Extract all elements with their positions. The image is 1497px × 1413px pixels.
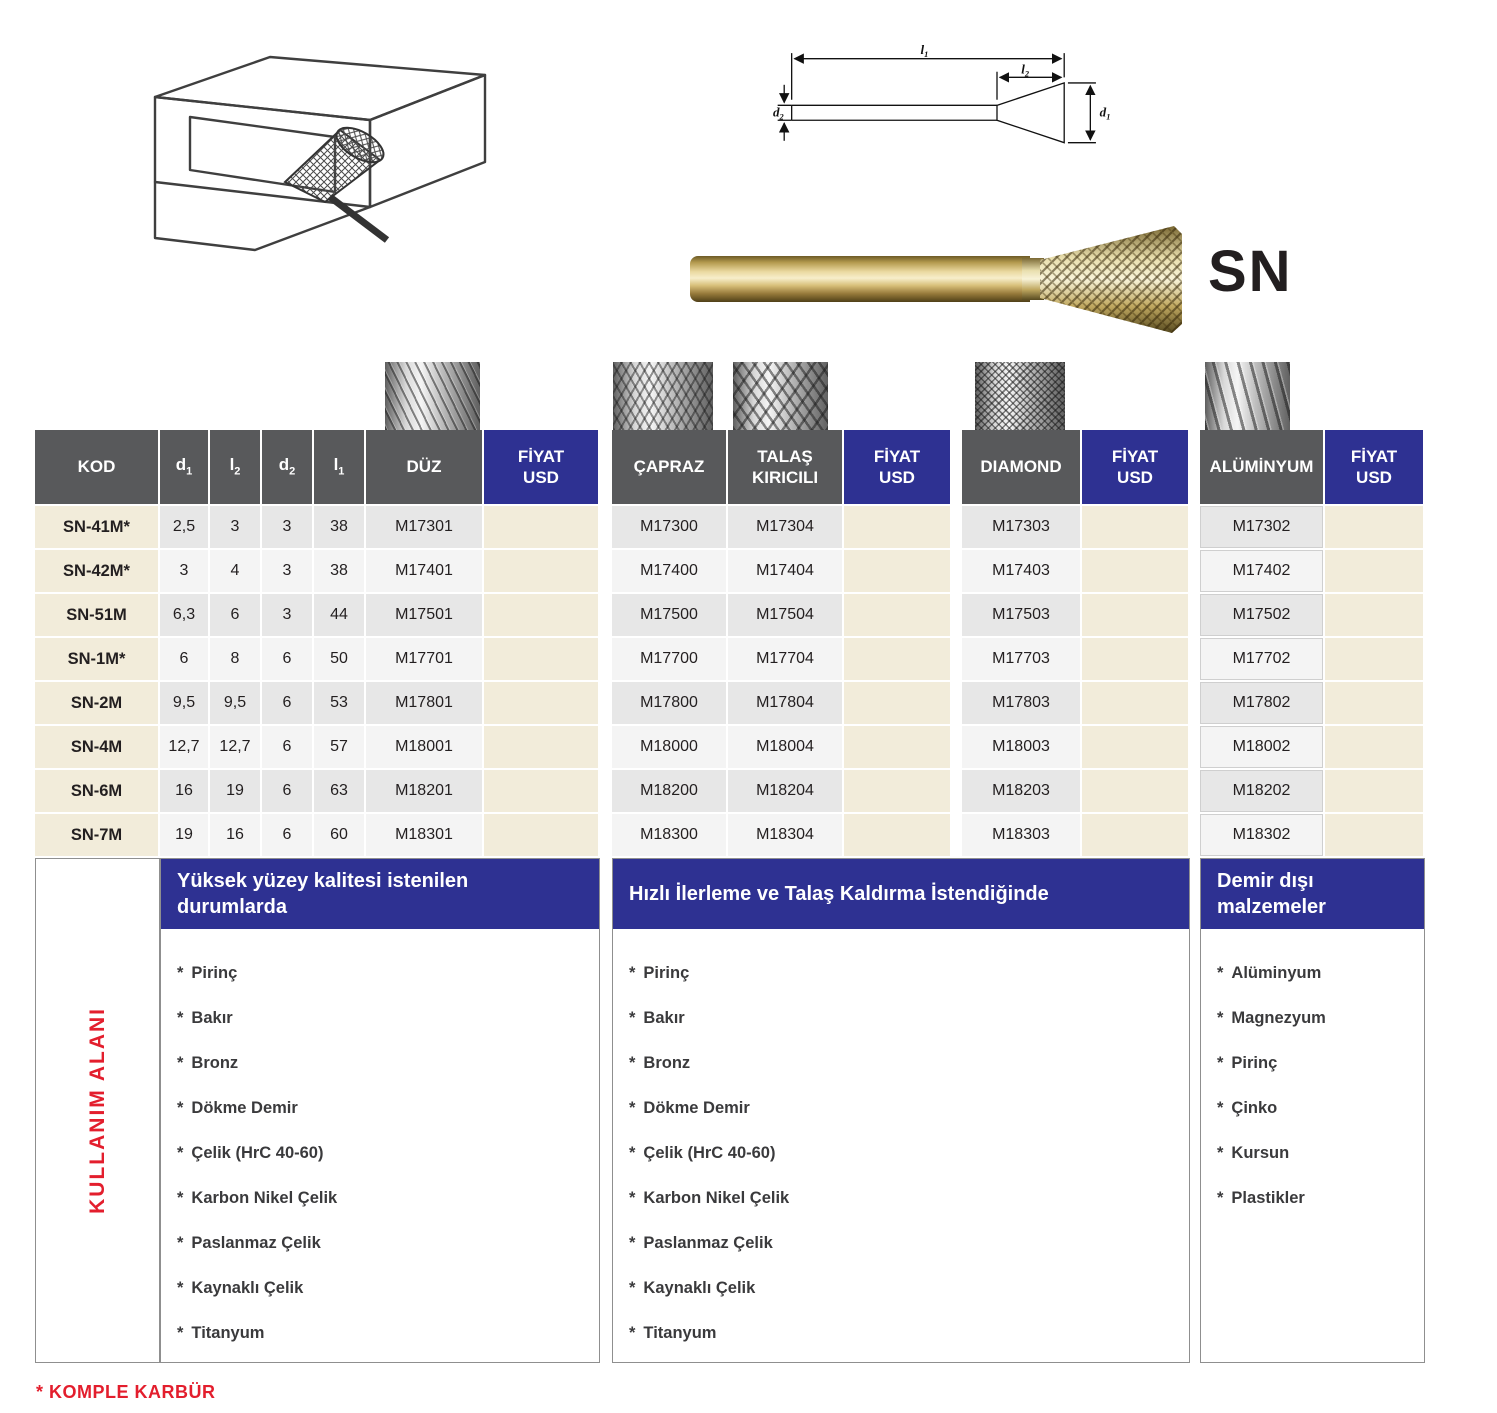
cell-capraz-fiyat — [844, 770, 952, 814]
column-gap — [600, 726, 612, 770]
cell-aluminyum-fiyat — [1325, 638, 1425, 682]
usage-item-label: Dökme Demir — [191, 1099, 298, 1117]
column-gap — [600, 770, 612, 814]
column-gap — [600, 550, 612, 594]
cell-diamond: M18003 — [962, 726, 1082, 770]
column-gap-header — [952, 430, 962, 506]
col-header-talas-kiricili: TALAŞ KIRICILI — [728, 430, 844, 506]
column-gap — [1190, 726, 1200, 770]
usage-column-non-ferrous — [1200, 858, 1425, 1363]
column-gap — [952, 814, 962, 858]
col-header-fiyat-usd-3: FİYAT USD — [1082, 430, 1190, 506]
product-code-label: SN — [1208, 239, 1293, 304]
cell-diamond: M17303 — [962, 506, 1082, 550]
col-header-fiyat-usd-4: FİYAT USD — [1325, 430, 1425, 506]
usage-item-label: Kaynaklı Çelik — [643, 1279, 756, 1297]
usage-item — [1217, 951, 1414, 996]
usage-column-gap — [600, 858, 612, 1363]
usage-item-label: Kaynaklı Çelik — [191, 1279, 304, 1297]
column-gap — [952, 594, 962, 638]
cell-talas: M18204 — [728, 770, 844, 814]
cell-aluminyum: M17502 — [1200, 594, 1325, 638]
usage-item — [629, 1311, 1179, 1356]
cell-talas: M17404 — [728, 550, 844, 594]
cell-l1: 63 — [314, 770, 366, 814]
usage-item-label: Karbon Nikel Çelik — [191, 1189, 338, 1207]
cell-diamond: M18203 — [962, 770, 1082, 814]
cell-d1: 6,3 — [160, 594, 210, 638]
usage-item — [1217, 1176, 1414, 1221]
cell-duz-fiyat — [484, 506, 600, 550]
cell-capraz: M18200 — [612, 770, 728, 814]
cell-aluminyum: M18002 — [1200, 726, 1325, 770]
usage-item-label: Bronz — [643, 1054, 691, 1072]
cell-diamond-fiyat — [1082, 506, 1190, 550]
bullet: * — [177, 1054, 184, 1072]
cell-kod: SN-42M* — [35, 550, 160, 594]
cell-d2: 3 — [262, 506, 314, 550]
cell-l1: 57 — [314, 726, 366, 770]
usage-title-surface-quality: Yüksek yüzey kalitesi istenilen durumlarda — [161, 859, 599, 929]
bullet: * — [177, 1189, 184, 1207]
cell-diamond-fiyat — [1082, 770, 1190, 814]
column-gap — [1190, 770, 1200, 814]
footnote: * KOMPLE KARBÜR — [36, 1382, 216, 1402]
cell-d2: 6 — [262, 726, 314, 770]
dim-label-d2: $d_2$ — [773, 104, 784, 122]
cell-aluminyum: M17702 — [1200, 638, 1325, 682]
col-header-capraz: ÇAPRAZ — [612, 430, 728, 506]
usage-item — [177, 1131, 589, 1176]
usage-side-cell — [35, 858, 160, 1363]
cell-diamond: M18303 — [962, 814, 1082, 858]
col-header-aluminyum: ALÜMİNYUM — [1200, 430, 1325, 506]
usage-item-label: Bronz — [191, 1054, 239, 1072]
col-header-kod: KOD — [35, 430, 160, 506]
usage-item — [177, 996, 589, 1041]
usage-item — [177, 1041, 589, 1086]
usage-item — [629, 1176, 1179, 1221]
usage-section — [35, 858, 1425, 1363]
cell-duz: M17501 — [366, 594, 484, 638]
column-gap — [600, 814, 612, 858]
column-gap — [600, 594, 612, 638]
burr-tool-sketch — [285, 121, 389, 240]
bullet: * — [1217, 1189, 1224, 1207]
usage-item-label: Magnezyum — [1231, 1009, 1326, 1027]
cell-l2: 12,7 — [210, 726, 262, 770]
bullet: * — [1217, 1054, 1224, 1072]
cell-kod: SN-41M* — [35, 506, 160, 550]
bullet: * — [177, 1099, 184, 1117]
burr-tip-photo-diamond — [975, 362, 1065, 430]
bullet: * — [177, 964, 184, 982]
usage-item — [1217, 1041, 1414, 1086]
column-gap — [1190, 638, 1200, 682]
usage-item-label: Çelik (HrC 40-60) — [643, 1144, 776, 1162]
col-header-l1: $l_1$ — [314, 430, 366, 506]
usage-item-label: Titanyum — [191, 1324, 265, 1342]
col-header-fiyat-usd-2: FİYAT USD — [844, 430, 952, 506]
cell-d2: 6 — [262, 638, 314, 682]
column-gap — [952, 726, 962, 770]
workpiece-drawing — [135, 42, 505, 277]
usage-item-label: Karbon Nikel Çelik — [643, 1189, 790, 1207]
bullet: * — [177, 1279, 184, 1297]
cell-l2: 6 — [210, 594, 262, 638]
col-header-d2: $d_2$ — [262, 430, 314, 506]
bullet: * — [629, 1189, 636, 1207]
cell-l1: 44 — [314, 594, 366, 638]
burr-tip-photo-talas-kiricili — [733, 362, 828, 430]
tool-photo — [690, 222, 1195, 337]
cell-duz-fiyat — [484, 814, 600, 858]
cell-l2: 8 — [210, 638, 262, 682]
usage-column-gap — [1190, 858, 1200, 1363]
usage-column-fast-removal — [612, 858, 1190, 1363]
cell-duz-fiyat — [484, 638, 600, 682]
bullet: * — [1217, 964, 1224, 982]
cell-d1: 19 — [160, 814, 210, 858]
cell-capraz: M18300 — [612, 814, 728, 858]
col-header-duz: DÜZ — [366, 430, 484, 506]
cell-capraz: M17700 — [612, 638, 728, 682]
usage-item — [177, 1086, 589, 1131]
bullet: * — [629, 1234, 636, 1252]
usage-item — [629, 1086, 1179, 1131]
cell-aluminyum-fiyat — [1325, 594, 1425, 638]
usage-item-label: Plastikler — [1231, 1189, 1305, 1207]
cell-diamond-fiyat — [1082, 726, 1190, 770]
cell-duz: M18001 — [366, 726, 484, 770]
cell-duz: M17701 — [366, 638, 484, 682]
usage-item-label: Paslanmaz Çelik — [191, 1234, 321, 1252]
cell-capraz: M17300 — [612, 506, 728, 550]
usage-item-label: Bakır — [643, 1009, 685, 1027]
bullet: * — [629, 964, 636, 982]
cell-d2: 6 — [262, 814, 314, 858]
usage-item-label: Dökme Demir — [643, 1099, 750, 1117]
bullet: * — [629, 1324, 636, 1342]
usage-item — [1217, 1086, 1414, 1131]
cell-d1: 12,7 — [160, 726, 210, 770]
bullet: * — [177, 1009, 184, 1027]
cell-diamond: M17503 — [962, 594, 1082, 638]
bullet: * — [177, 1324, 184, 1342]
usage-list-surface-quality — [161, 929, 599, 1356]
column-gap — [1190, 814, 1200, 858]
usage-item-label: Pirinç — [643, 964, 690, 982]
column-gap — [600, 682, 612, 726]
usage-item — [1217, 1131, 1414, 1176]
cell-duz-fiyat — [484, 550, 600, 594]
column-gap — [952, 682, 962, 726]
cell-duz: M18301 — [366, 814, 484, 858]
usage-item — [177, 1221, 589, 1266]
cell-capraz-fiyat — [844, 638, 952, 682]
usage-item-label: Alüminyum — [1231, 964, 1322, 982]
cell-l1: 60 — [314, 814, 366, 858]
usage-item — [629, 1131, 1179, 1176]
usage-item-label: Titanyum — [643, 1324, 717, 1342]
cell-kod: SN-1M* — [35, 638, 160, 682]
cell-duz: M17401 — [366, 550, 484, 594]
burr-tip-photo-duz — [385, 362, 480, 430]
cell-kod: SN-6M — [35, 770, 160, 814]
usage-item-label: Pirinç — [1231, 1054, 1278, 1072]
column-gap-header — [600, 430, 612, 506]
usage-item-label: Çelik (HrC 40-60) — [191, 1144, 324, 1162]
cell-aluminyum-fiyat — [1325, 770, 1425, 814]
usage-list-non-ferrous — [1201, 929, 1424, 1221]
usage-column-surface-quality — [160, 858, 600, 1363]
cell-aluminyum-fiyat — [1325, 506, 1425, 550]
usage-item — [629, 996, 1179, 1041]
cell-l1: 50 — [314, 638, 366, 682]
spec-table — [35, 430, 1425, 858]
cell-diamond: M17803 — [962, 682, 1082, 726]
cell-aluminyum: M18302 — [1200, 814, 1325, 858]
cell-diamond-fiyat — [1082, 814, 1190, 858]
cell-l1: 38 — [314, 550, 366, 594]
column-gap — [600, 506, 612, 550]
bullet: * — [629, 1144, 636, 1162]
cell-d1: 3 — [160, 550, 210, 594]
cell-capraz-fiyat — [844, 726, 952, 770]
cell-capraz-fiyat — [844, 594, 952, 638]
usage-side-label: KULLANIM ALANI — [85, 1007, 109, 1214]
usage-item — [177, 1311, 589, 1356]
usage-item-label: Çinko — [1231, 1099, 1278, 1117]
cell-kod: SN-51M — [35, 594, 160, 638]
usage-item — [629, 1221, 1179, 1266]
usage-item — [629, 951, 1179, 996]
bullet: * — [177, 1234, 184, 1252]
usage-title-fast-removal: Hızlı İlerleme ve Talaş Kaldırma İstendiğinde — [613, 859, 1189, 929]
column-gap — [952, 638, 962, 682]
col-header-l2: $l_2$ — [210, 430, 262, 506]
cell-aluminyum-fiyat — [1325, 726, 1425, 770]
col-header-d1: $d_1$ — [160, 430, 210, 506]
cell-aluminyum: M17302 — [1200, 506, 1325, 550]
cell-d2: 3 — [262, 550, 314, 594]
cell-d1: 9,5 — [160, 682, 210, 726]
cell-diamond-fiyat — [1082, 638, 1190, 682]
burr-tip-photo-aluminyum — [1205, 362, 1290, 430]
cell-aluminyum-fiyat — [1325, 682, 1425, 726]
cell-d2: 6 — [262, 682, 314, 726]
cell-aluminyum-fiyat — [1325, 814, 1425, 858]
cell-duz-fiyat — [484, 594, 600, 638]
usage-list-fast-removal — [613, 929, 1189, 1356]
cell-d1: 16 — [160, 770, 210, 814]
dim-label-l1: $l_1$ — [920, 42, 929, 59]
cell-aluminyum: M18202 — [1200, 770, 1325, 814]
cell-talas: M17804 — [728, 682, 844, 726]
cell-duz-fiyat — [484, 682, 600, 726]
bullet: * — [629, 1054, 636, 1072]
bullet: * — [1217, 1009, 1224, 1027]
cell-diamond-fiyat — [1082, 550, 1190, 594]
cell-talas: M17704 — [728, 638, 844, 682]
cell-l2: 16 — [210, 814, 262, 858]
usage-item-label: Pirinç — [191, 964, 238, 982]
cell-l2: 19 — [210, 770, 262, 814]
cell-talas: M18004 — [728, 726, 844, 770]
usage-item — [177, 1176, 589, 1221]
cell-d1: 6 — [160, 638, 210, 682]
dimension-diagram — [760, 40, 1150, 180]
column-gap — [1190, 550, 1200, 594]
cell-d2: 6 — [262, 770, 314, 814]
cell-kod: SN-4M — [35, 726, 160, 770]
usage-item-label: Bakır — [191, 1009, 233, 1027]
column-gap — [952, 770, 962, 814]
burr-tip-photo-capraz — [613, 362, 713, 430]
column-gap — [1190, 682, 1200, 726]
cell-duz: M17301 — [366, 506, 484, 550]
cell-l1: 53 — [314, 682, 366, 726]
cell-aluminyum: M17802 — [1200, 682, 1325, 726]
cell-capraz: M17800 — [612, 682, 728, 726]
cell-talas: M18304 — [728, 814, 844, 858]
cell-aluminyum: M17402 — [1200, 550, 1325, 594]
tool-shank — [690, 256, 1030, 302]
cell-kod: SN-7M — [35, 814, 160, 858]
cell-talas: M17504 — [728, 594, 844, 638]
cell-capraz-fiyat — [844, 506, 952, 550]
cell-l2: 4 — [210, 550, 262, 594]
column-gap — [952, 550, 962, 594]
cell-capraz: M17500 — [612, 594, 728, 638]
cell-d2: 3 — [262, 594, 314, 638]
usage-item-label: Kursun — [1231, 1144, 1290, 1162]
cell-capraz-fiyat — [844, 814, 952, 858]
cell-capraz-fiyat — [844, 550, 952, 594]
usage-item — [1217, 996, 1414, 1041]
usage-title-non-ferrous: Demir dışı malzemeler — [1201, 859, 1424, 929]
cell-capraz-fiyat — [844, 682, 952, 726]
cell-diamond: M17403 — [962, 550, 1082, 594]
column-gap — [1190, 594, 1200, 638]
cell-d1: 2,5 — [160, 506, 210, 550]
col-header-diamond: DIAMOND — [962, 430, 1082, 506]
usage-item — [177, 1266, 589, 1311]
usage-item — [177, 951, 589, 996]
usage-item — [629, 1266, 1179, 1311]
tool-head — [1022, 222, 1192, 337]
bullet: * — [629, 1279, 636, 1297]
cell-kod: SN-2M — [35, 682, 160, 726]
column-gap — [600, 638, 612, 682]
bullet: * — [1217, 1099, 1224, 1117]
bullet: * — [629, 1009, 636, 1027]
dim-label-d1: $d_1$ — [1099, 104, 1111, 122]
usage-item — [629, 1041, 1179, 1086]
column-gap-header — [1190, 430, 1200, 506]
column-gap — [952, 506, 962, 550]
cell-duz-fiyat — [484, 770, 600, 814]
cell-duz-fiyat — [484, 726, 600, 770]
bullet: * — [177, 1144, 184, 1162]
bullet: * — [1217, 1144, 1224, 1162]
cell-diamond: M17703 — [962, 638, 1082, 682]
usage-item-label: Paslanmaz Çelik — [643, 1234, 773, 1252]
cell-l2: 3 — [210, 506, 262, 550]
dim-label-l2: $l_2$ — [1021, 61, 1030, 79]
cell-diamond-fiyat — [1082, 682, 1190, 726]
cell-talas: M17304 — [728, 506, 844, 550]
cell-aluminyum-fiyat — [1325, 550, 1425, 594]
cell-diamond-fiyat — [1082, 594, 1190, 638]
cell-capraz: M18000 — [612, 726, 728, 770]
cell-capraz: M17400 — [612, 550, 728, 594]
cell-l1: 38 — [314, 506, 366, 550]
column-gap — [1190, 506, 1200, 550]
cell-duz: M17801 — [366, 682, 484, 726]
cell-l2: 9,5 — [210, 682, 262, 726]
cell-duz: M18201 — [366, 770, 484, 814]
bullet: * — [629, 1099, 636, 1117]
col-header-fiyat-usd-1: FİYAT USD — [484, 430, 600, 506]
